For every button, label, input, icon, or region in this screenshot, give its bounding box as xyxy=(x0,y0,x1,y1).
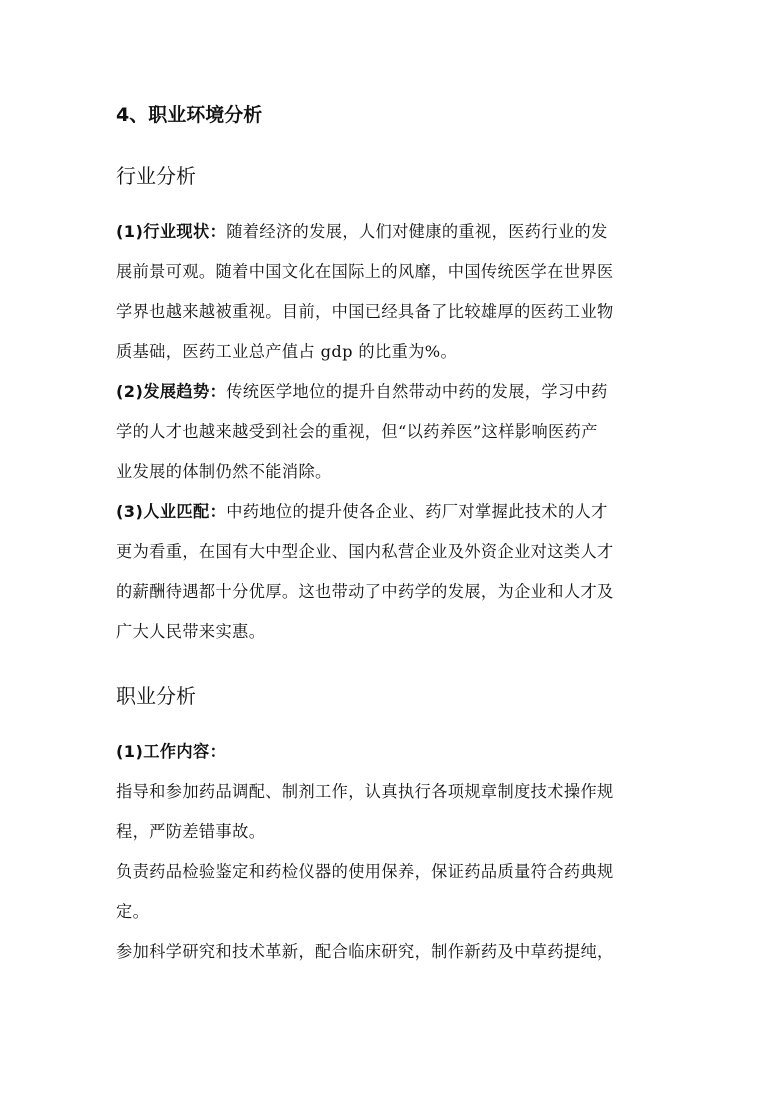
career-heading: 职业分析 xyxy=(116,684,196,708)
paragraph-line: 展前景可观。随着中国文化在国际上的风靡，中国传统医学在世界医 xyxy=(116,262,614,281)
industry-trend-text: 传统医学地位的提升自然带动中药的发展，学习中药 xyxy=(226,382,608,401)
industry-trend-label: (2)发展趋势： xyxy=(116,382,227,401)
industry-current-label: (1)行业现状： xyxy=(116,222,227,241)
paragraph-line: 更为看重，在国有大中型企业、国内私营企业及外资企业对这类人才 xyxy=(116,542,614,561)
industry-match-label: (3)人业匹配： xyxy=(116,502,227,521)
paragraph-line: 指导和参加药品调配、制剂工作，认真执行各项规章制度技术操作规 xyxy=(116,782,614,801)
paragraph-line: 业发展的体制仍然不能消除。 xyxy=(116,462,332,481)
paragraph-line: 广大人民带来实惠。 xyxy=(116,622,266,641)
paragraph-line: 参加科学研究和技术革新，配合临床研究，制作新药及中草药提纯， xyxy=(116,942,614,961)
paragraph-line: 负责药品检验鉴定和药检仪器的使用保养，保证药品质量符合药典规 xyxy=(116,862,614,881)
industry-match-line-1 xyxy=(116,498,608,522)
paragraph-line: 程，严防差错事故。 xyxy=(116,822,266,841)
industry-current-text: 随着经济的发展，人们对健康的重视，医药行业的发 xyxy=(226,222,608,241)
industry-trend-line-1 xyxy=(116,378,608,402)
paragraph-line: 的薪酬待遇都十分优厚。这也带动了中药学的发展，为企业和人才及 xyxy=(116,582,614,601)
industry-current-line-1 xyxy=(116,218,608,242)
career-work-label: (1)工作内容： xyxy=(116,742,227,761)
industry-match-text: 中药地位的提升使各企业、药厂对掌握此技术的人才 xyxy=(226,502,608,521)
section-title: 4、职业环境分析 xyxy=(116,104,263,126)
paragraph-line: 定。 xyxy=(116,902,150,921)
paragraph-line: 质基础，医药工业总产值占 gdp 的比重为%。 xyxy=(116,342,458,361)
paragraph-line: 学界也越来越被重视。目前，中国已经具备了比较雄厚的医药工业物 xyxy=(116,302,614,321)
industry-heading: 行业分析 xyxy=(116,164,196,188)
paragraph-line: 学的人才也越来越受到社会的重视，但“以药养医”这样影响医药产 xyxy=(116,422,598,441)
